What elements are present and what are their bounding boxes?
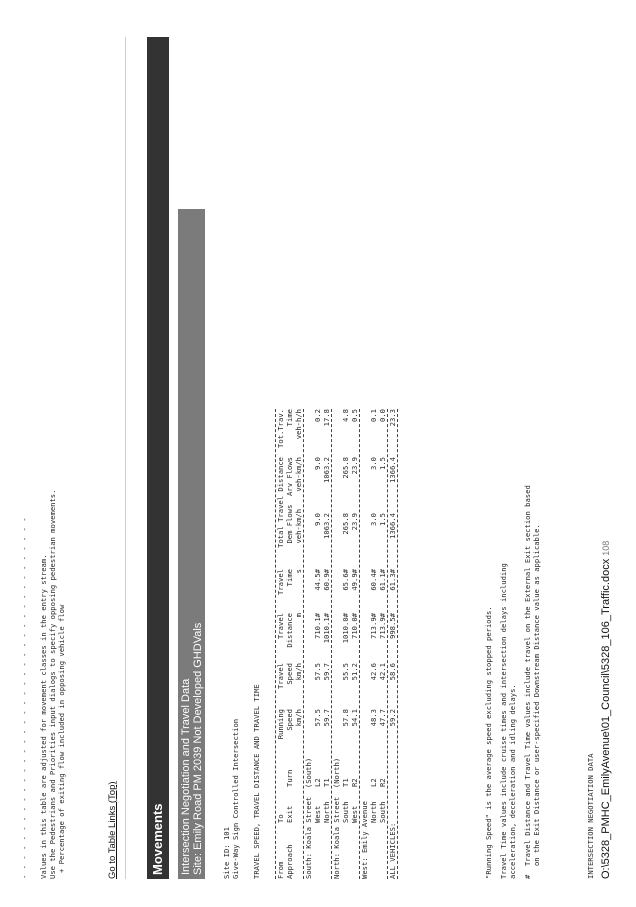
- travel-time-cell: 60.4#: [369, 569, 378, 591]
- note-running-speed: "Running Speed" is the average speed excluding stopped periods.: [484, 606, 493, 879]
- approach-row: [332, 409, 341, 879]
- header-cell: Distance: [285, 613, 294, 648]
- header-cell: Travel: [276, 613, 285, 639]
- header-cell: Speed: [285, 663, 294, 685]
- header-cell: Speed: [285, 709, 294, 731]
- negotiation-title: INTERSECTION NEGOTIATION DATA: [586, 753, 595, 879]
- dem-flows-cell: 265.8: [341, 513, 350, 535]
- divider: [125, 37, 126, 879]
- running-speed-cell: 48.3: [369, 709, 378, 727]
- approach-label: West: Emily Avenue: [360, 801, 369, 879]
- travel-speed-cell: 42.1: [378, 663, 387, 681]
- travel-distance-cell: 713.9#: [369, 613, 378, 639]
- header-cell: km/h: [294, 663, 303, 681]
- arv-flows-cell: 9.0: [313, 457, 322, 470]
- running-speed-cell: 57.5: [313, 709, 322, 727]
- file-path: O:\5328_PMHC_EmilyAvenue\01_Council\5328_106_Traffic.docx: [600, 558, 612, 879]
- table-rule: [397, 409, 398, 879]
- header-cell: Running: [276, 709, 285, 740]
- header-cell: km/h: [294, 709, 303, 727]
- arv-flows-cell: 1063.2: [322, 457, 331, 483]
- exit-cell: West: [313, 805, 322, 823]
- exit-cell: North: [369, 801, 378, 823]
- header-cell: Turn: [285, 769, 294, 787]
- note-travel-distance: # Travel Distance and Travel Time values include travel on the External Exit section based on the Exit Distance or user-specified Downstream Distance value as applicable.: [523, 485, 541, 879]
- travel-speed-cell: 51.2: [350, 663, 359, 681]
- travel-table: [275, 409, 398, 879]
- control-type: Give-Way Sign Controlled Intersection: [231, 718, 240, 879]
- travel-distance-cell: 1010.1#: [322, 613, 331, 644]
- turn-cell: R2: [378, 778, 387, 787]
- header-cell: veh-h/h: [294, 409, 303, 440]
- approach-row: [304, 409, 313, 879]
- exit-cell: South: [341, 801, 350, 823]
- turn-cell: T1: [341, 778, 350, 787]
- turn-cell: R2: [350, 778, 359, 787]
- header-cell: s: [294, 569, 303, 574]
- running-speed-cell: 57.8: [341, 709, 350, 727]
- travel-speed-cell: 42.6: [369, 663, 378, 681]
- header-cell: Time: [285, 569, 294, 587]
- notes-top: [20, 79, 66, 879]
- site-id: Site ID: 101: [222, 827, 231, 879]
- approach-label: South: Koala Street (South): [304, 757, 313, 879]
- go-to-table-links-link[interactable]: Go to Table Links (Top): [107, 781, 118, 879]
- travel-speed-cell: 59.7: [322, 663, 331, 681]
- travel-speed-cell: 58.6: [388, 663, 397, 681]
- turn-cell: T1: [322, 778, 331, 787]
- exit-cell: South: [378, 801, 387, 823]
- running-speed-cell: 54.1: [350, 709, 359, 727]
- note-travel-time: Travel Time values include cruise times and intersection delays including acceleration, deceleration and idling delays.: [499, 563, 517, 879]
- turn-cell: L2: [369, 778, 378, 787]
- header-cell: [276, 755, 285, 787]
- header-cell: [294, 823, 303, 879]
- header-cell: Time: [285, 409, 294, 427]
- header-cell: veh-km/h veh-km/h: [294, 457, 303, 544]
- travel-distance-cell: 710.1#: [313, 613, 322, 639]
- header-cell: Tot.Trav.: [276, 409, 285, 448]
- travel-distance-cell: 998.5#: [388, 613, 397, 639]
- header-cell: Approach: [285, 844, 294, 879]
- arv-flows-cell: 23.9: [350, 457, 359, 475]
- dem-flows-cell: 9.0: [313, 513, 322, 526]
- travel-time-cell: 61.3#: [388, 569, 397, 591]
- header-cell: [294, 755, 303, 787]
- tot-trav-time-cell: 4.8: [341, 409, 350, 422]
- header-cell: m: [294, 613, 303, 618]
- header-cell: Dem Flows Arv Flows: [285, 457, 294, 544]
- site-info: [222, 719, 240, 879]
- movements-header: [147, 37, 169, 879]
- header-cell: Travel: [276, 663, 285, 689]
- page-number: 108: [601, 540, 611, 556]
- tot-trav-time-cell: 23.3: [388, 409, 397, 427]
- header-cell: From: [276, 861, 285, 879]
- note-line: Use the Pedestrians and Priorities input dialogs to specify opposing pedestrian movements.: [48, 489, 57, 879]
- arv-flows-cell: 265.8: [341, 457, 350, 479]
- site-header: [178, 209, 205, 879]
- travel-time-cell: 60.9#: [322, 569, 331, 591]
- arv-flows-cell: 1.5: [378, 457, 387, 470]
- travel-speed-cell: 55.5: [341, 663, 350, 681]
- movements-title: Movements: [150, 803, 165, 875]
- travel-speed-cell: 57.5: [313, 663, 322, 681]
- document-footer: [600, 541, 612, 879]
- tot-trav-time-cell: 0.2: [313, 409, 322, 422]
- approach-row: [360, 409, 369, 879]
- header-cell: To: [276, 814, 285, 823]
- travel-distance-cell: 713.9#: [378, 613, 387, 639]
- approach-label: North: Koala Street (North): [332, 757, 341, 879]
- site-header-site: Site: Emily Road PM 2039 Not Developed GHDVals: [192, 622, 204, 875]
- travel-time-cell: 61.1#: [378, 569, 387, 591]
- tot-trav-time-cell: 0.0: [378, 409, 387, 422]
- tot-trav-time-cell: 0.5: [350, 409, 359, 422]
- dem-flows-cell: 3.0: [369, 513, 378, 526]
- travel-time-cell: 49.9#: [350, 569, 359, 591]
- travel-distance-cell: 1010.0#: [341, 613, 350, 644]
- dem-flows-cell: 1.5: [378, 513, 387, 526]
- table-row: [313, 409, 322, 879]
- tot-trav-time-cell: 0.1: [369, 409, 378, 422]
- dem-flows-cell: 1366.4: [388, 513, 397, 539]
- header-row: [294, 409, 303, 879]
- header-cell: Exit: [285, 805, 294, 823]
- table-notes: [484, 59, 547, 879]
- running-speed-cell: 59.2: [388, 709, 397, 727]
- turn-cell: L2: [313, 778, 322, 787]
- table-row: [350, 409, 359, 879]
- header-row: [276, 409, 285, 879]
- exit-cell: West: [350, 805, 359, 823]
- site-header-title: Intersection Negotiation and Travel Data: [180, 678, 192, 875]
- header-cell: Total Travel Distance: [276, 457, 285, 548]
- table-row: [369, 409, 378, 879]
- travel-time-cell: 44.5#: [313, 569, 322, 591]
- table-row: [341, 409, 350, 879]
- header-cell: [294, 787, 303, 823]
- table-row: [378, 409, 387, 879]
- section-title: TRAVEL SPEED, TRAVEL DISTANCE AND TRAVEL TIME: [252, 684, 261, 879]
- header-cell: Travel: [276, 569, 285, 595]
- dem-flows-cell: 23.9: [350, 513, 359, 531]
- tot-trav-time-cell: 17.8: [322, 409, 331, 427]
- arv-flows-cell: 3.0: [369, 457, 378, 470]
- running-speed-cell: 47.7: [378, 709, 387, 727]
- exit-cell: North: [322, 801, 331, 823]
- travel-time-cell: 65.6#: [341, 569, 350, 591]
- arv-flows-cell: 1366.4: [388, 457, 397, 483]
- dem-flows-cell: 1063.2: [322, 513, 331, 539]
- total-row: [388, 409, 397, 879]
- total-label: ALL VEHICLES:: [388, 822, 397, 879]
- travel-distance-cell: 710.0#: [350, 613, 359, 639]
- note-line: + Percentage of exiting flow included in opposing vehicle flow: [57, 604, 66, 873]
- running-speed-cell: 59.7: [322, 709, 331, 727]
- table-row: [322, 409, 331, 879]
- header-row: [285, 409, 294, 879]
- note-line: Values in this table are adjusted for movement classes in the entry stream.: [39, 554, 48, 879]
- dash-rule: - - - - - - - - - - - - - - - - - - - - - - - - - - - - - - - - - - - - - -: [20, 516, 29, 879]
